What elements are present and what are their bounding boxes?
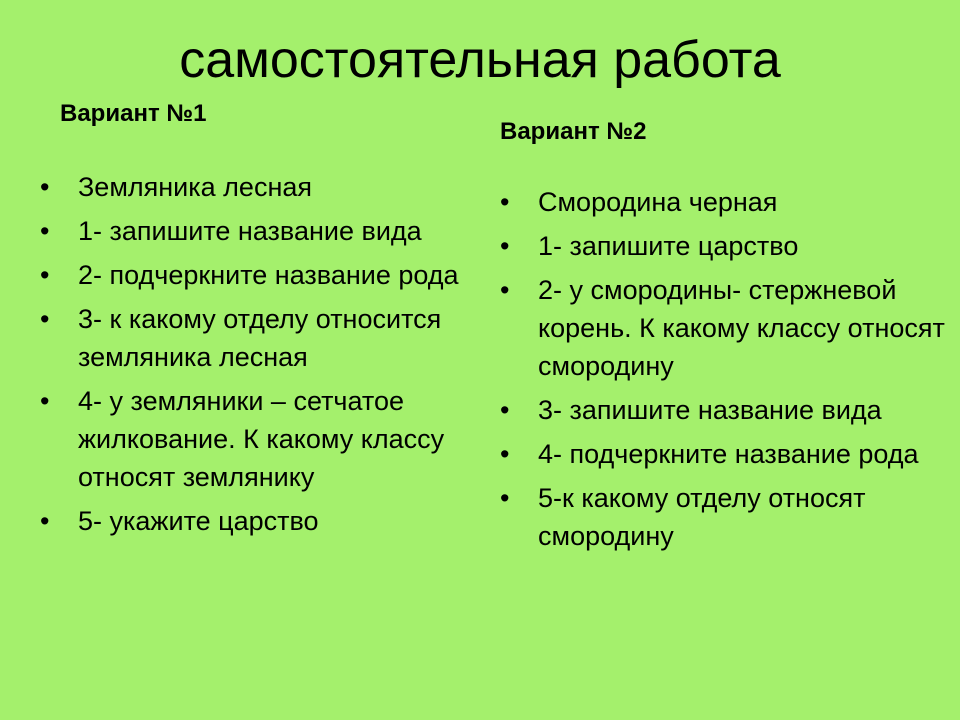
bullet-icon: • bbox=[500, 275, 510, 305]
list-item-text: Земляника лесная bbox=[78, 172, 312, 202]
variant-2-column bbox=[500, 118, 950, 561]
list-item-text: 3- к какому отделу относится земляника лесная bbox=[78, 304, 442, 372]
list-item bbox=[500, 227, 950, 265]
list-item bbox=[40, 502, 470, 540]
list-item-text: Смородина черная bbox=[538, 187, 778, 217]
bullet-icon: • bbox=[500, 483, 510, 513]
list-item-text: 5- укажите царство bbox=[78, 506, 319, 536]
bullet-icon: • bbox=[500, 231, 510, 261]
bullet-icon: • bbox=[40, 304, 50, 334]
bullet-icon: • bbox=[40, 216, 50, 246]
list-item bbox=[500, 435, 950, 473]
variant-2-list bbox=[500, 183, 950, 555]
variant-1-list bbox=[40, 168, 470, 540]
bullet-icon: • bbox=[40, 172, 50, 202]
variant-1-heading: Вариант №1 bbox=[60, 100, 207, 127]
list-item-text: 2- у смородины- стержневой корень. К какому классу относят смородину bbox=[538, 275, 945, 381]
list-item bbox=[500, 479, 950, 555]
list-item bbox=[40, 382, 470, 496]
list-item-text: 1- запишите название вида bbox=[78, 216, 422, 246]
variant-2-heading: Вариант №2 bbox=[500, 118, 647, 145]
list-item bbox=[40, 256, 470, 294]
bullet-icon: • bbox=[40, 506, 50, 536]
bullet-icon: • bbox=[40, 386, 50, 416]
bullet-icon: • bbox=[500, 395, 510, 425]
list-item bbox=[40, 168, 470, 206]
list-item-text: 1- запишите царство bbox=[538, 231, 799, 261]
bullet-icon: • bbox=[40, 260, 50, 290]
bullet-icon: • bbox=[500, 187, 510, 217]
list-item-text: 3- запишите название вида bbox=[538, 395, 882, 425]
list-item-text: 4- подчеркните название рода bbox=[538, 439, 919, 469]
list-item-text: 5-к какому отделу относят смородину bbox=[538, 483, 866, 551]
list-item-text: 4- у земляники – сетчатое жилкование. К какому классу относят землянику bbox=[78, 386, 445, 492]
list-item bbox=[500, 183, 950, 221]
variant-1-column bbox=[40, 100, 470, 546]
list-item bbox=[40, 212, 470, 250]
bullet-icon: • bbox=[500, 439, 510, 469]
list-item-text: 2- подчеркните название рода bbox=[78, 260, 459, 290]
page-title: самостоятельная работа bbox=[179, 31, 781, 89]
list-item bbox=[40, 300, 470, 376]
list-item bbox=[500, 271, 950, 385]
list-item bbox=[500, 391, 950, 429]
